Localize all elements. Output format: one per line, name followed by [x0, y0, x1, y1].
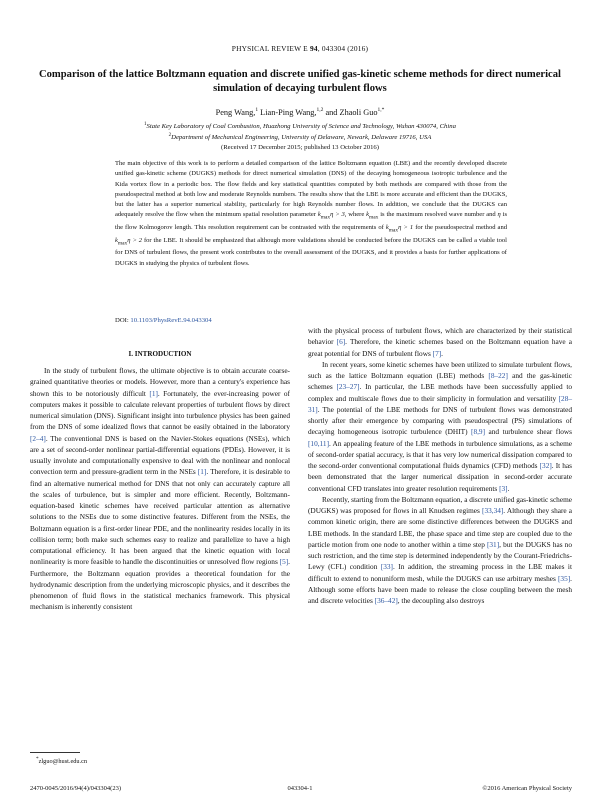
citation-link[interactable]: [36–42]	[374, 596, 398, 605]
copyright: ©2016 American Physical Society	[482, 785, 572, 792]
body-text: Recently, starting from the Boltzmann equation, a discrete unified gas-kinetic scheme (DUGKS) was proposed for flows in all Knudsen regimes	[308, 494, 572, 515]
footnote-email[interactable]: zlguo@hust.edu.cn	[38, 758, 88, 766]
section-heading: I. INTRODUCTION	[128, 350, 192, 358]
paper-title: Comparison of the lattice Boltzmann equation and discrete unified gas-kinetic scheme methods for direct numerical simulation of decaying turbulent flows	[38, 69, 561, 94]
citation-link[interactable]: [8,9]	[471, 427, 486, 437]
abstract-text: is the maximum resolved wave number and	[378, 211, 498, 219]
journal-volume: 94	[309, 44, 318, 53]
body-text: . It has been demonstrated that the larger numerical dissipation in second-order accurate conventional CFD translates into greater resolution requirements	[308, 461, 572, 493]
abstract-text: is the flow Kolmogorov length. This resolution requirement can be contrasted with the requirements of	[115, 211, 507, 232]
body-text: , the decoupling also destroys	[397, 596, 485, 605]
footnote-mark: *	[36, 756, 39, 762]
author-name: and Zhaoli Guo	[325, 107, 378, 117]
author-name: Lian-Ping Wang,	[260, 107, 317, 117]
citation-link[interactable]: [3]	[499, 483, 508, 493]
body-text: .	[441, 348, 443, 358]
affiliation-2	[0, 133, 600, 141]
journal-name: PHYSICAL REVIEW E	[231, 44, 308, 53]
affiliation-text: Department of Mechanical Engineering, University of Delaware, Newark, Delaware 19716, USA	[171, 134, 432, 142]
author-affil-mark: 1	[255, 107, 259, 113]
page-number: 043304-1	[287, 785, 313, 792]
citation-link[interactable]: [6]	[336, 337, 346, 347]
intro-paragraph	[308, 494, 572, 607]
body-text: . The potential of the LBE methods for DNS of turbulent flows was demonstrated shortly after their emergence by comparing with pseudospectral (PS) simulations of decaying homogeneous isotropic turbulence (DHIT)	[308, 404, 572, 437]
affiliation-number: 2	[168, 133, 172, 138]
citation-link[interactable]: [2–4]	[30, 433, 46, 443]
footnote-divider	[30, 752, 80, 753]
body-text: . Furthermore, the Boltzmann equation provides a theoretical foundation for the hydrodynamic description from the underlying microscopic physics, and it describes the phenomenon of fluid flows in the statistical mechanics framework. This physical mechanism is inherently consistent	[30, 557, 290, 612]
citation-link[interactable]: [28–31]	[308, 393, 572, 414]
math-subscript: max	[388, 227, 399, 234]
math-subscript: max	[369, 214, 379, 221]
citation-link[interactable]: [5]	[279, 557, 289, 567]
citation-link[interactable]: [10,11]	[308, 438, 330, 448]
math-k: k	[317, 211, 321, 219]
journal-header: PHYSICAL REVIEW E 94, 043304 (2016)	[231, 44, 369, 53]
body-text: , but the DUGKS has no such restriction, and the time step is determined independently by the Courant-Friedrichs-Lewy (CFL) condition	[308, 539, 572, 572]
body-text: .	[507, 483, 510, 493]
corresponding-author-footnote	[36, 756, 87, 765]
footer-issn: 2470-0045/2016/94(4)/043304(23)	[30, 785, 121, 792]
body-text: . Therefore, the kinetic schemes based on the Boltzmann equation have a great potential for DNS of turbulent flows	[308, 337, 572, 358]
math-eta: η	[497, 211, 501, 219]
abstract-text: for the pseudospectral method and	[413, 224, 507, 232]
body-text: . Therefore, it is desirable to find an alternative numerical method for DNS that not only can accurately capture all the scales of turbulence, but is simpler and more efficient. Recently, Boltzmann-equation-based kinetic schemes have received particular attention as alternative solutions to the NSEs due to some distinctive features. Different from the NSEs, the Boltzmann equation is a first-order linear PDE, and the nonlinearity resides locally in its collision term; both make such schemes easy to realize and parallelize to have a high computational efficiency. It has been argued that the kinetic equation with local nonlinearity is more feasible to handle the discontinuities or unresolved flow regions	[30, 467, 290, 567]
author-affil-mark: 1,2	[316, 107, 324, 113]
body-text: and turbulence shear flows	[485, 427, 572, 437]
body-text: . Although some efforts have been made to release the close coupling between the mesh and discrete velocities	[308, 573, 572, 605]
author-list	[0, 107, 600, 117]
doi-link[interactable]: 10.1103/PhysRevE.94.043304	[130, 317, 212, 324]
abstract	[115, 159, 507, 269]
intro-paragraph	[308, 359, 572, 494]
math-subscript: max	[117, 239, 128, 246]
body-text: with the physical process of turbulent flows, which are characterized by their statistical behavior	[308, 326, 572, 347]
affiliation-1	[0, 122, 600, 130]
affiliation-text: State Key Laboratory of Coal Combustion, Huazhong University of Science and Technology, Wuhan 430074, China	[146, 123, 456, 131]
doi-line	[115, 317, 212, 324]
author-affil-mark: 1,*	[377, 107, 385, 113]
math-expression: η > 3	[330, 211, 345, 219]
citation-link[interactable]: [7]	[432, 348, 442, 358]
intro-left-column	[30, 365, 290, 613]
abstract-text: for the LBE. It should be emphasized that although more validations should be conducted before the DUGKS can be called a viable tool for DNS of turbulent flows, the present work contributes to the overall assessment of the DUGKS, and it provides a basis for further applications of DUGKS in studying the physics of turbulent flows.	[115, 236, 507, 267]
received-dates: (Received 17 December 2015; published 13 October 2016)	[220, 144, 380, 151]
math-subscript: max	[320, 214, 331, 221]
body-text: . The conventional DNS is based on the Navier-Stokes equations (NSEs), which are a set of second-order nonlinear partial-differential equations (PDEs). However, it is usually involute and computationally expensive to deal with the nonlinear and nonlocal convection term and pressure-gradient term in the NSEs	[30, 433, 290, 477]
journal-year: (2016)	[347, 44, 369, 53]
body-text: . Although they share a common kinetic origin, there are some distinctive differences between the DUGKS and LBE methods. In the standard LBE, the phase space and time step are coupled due to the particle motion from one node to another within a time step	[308, 506, 573, 549]
citation-link[interactable]: [1]	[149, 388, 158, 398]
citation-link[interactable]: [31]	[486, 539, 500, 549]
math-expression: η > 2	[127, 236, 143, 244]
citation-link[interactable]: [33,34]	[482, 506, 504, 515]
citation-link[interactable]: [1]	[197, 467, 207, 477]
body-text: . Fortunately, the ever-increasing power of computers makes it possible to calculate relevant properties of turbulent flows by direct numerical simulation (DNS). Significant insight into turbulence physics has been gained from the DNS of some idealized flows that cannot be easily obtained in the laboratory	[30, 388, 290, 432]
abstract-text: , where	[344, 211, 367, 219]
body-text: In the study of turbulent flows, the ultimate objective is to obtain accurate coarse-grained quantitative theories or models. However, more than a century's experience has shown this to be notoriously difficult	[30, 366, 290, 398]
citation-link[interactable]: [8–22]	[488, 371, 508, 380]
body-text: In recent years, some kinetic schemes have been utilized to simulate turbulent flows, such as the lattice Boltzmann equation (LBE) methods	[308, 359, 572, 380]
article-number: 043304	[321, 44, 346, 53]
affiliation-number: 1	[144, 122, 147, 127]
doi-label: DOI:	[115, 317, 129, 324]
body-text: . An appealing feature of the LBE methods in turbulence simulations, as a scheme of second-order spatial accuracy, is that it has very low numerical dissipation compared to the second-order conventional computational fluids dynamics (CFD) methods	[308, 438, 572, 470]
math-k: k	[385, 224, 389, 232]
intro-paragraph-continued	[308, 325, 572, 359]
citation-link[interactable]: [23–27]	[336, 382, 360, 392]
abstract-text: The main objective of this work is to perform a detailed comparison of the lattice Boltzmann equation (LBE) and the recently developed discrete unified gas-kinetic scheme (DUGKS) methods for direct numerical simulation (DNS) of the decaying homogeneous isotropic turbulence and the Kida vortex flow in a periodic box. The flow fields and key statistical quantities computed by both methods are compared with those from the pseudospectral method at both low and moderate Reynolds numbers. The results show that the LBE is more accurate and efficient than the DUGKS, but the latter has a superior numerical stability, particularly for high Reynolds number flows. In addition, we conclude that the DUGKS can adequately resolve the flow when the minimum spatial resolution parameter	[115, 160, 507, 219]
citation-link[interactable]: [35]	[558, 573, 571, 583]
citation-link[interactable]: [32]	[539, 461, 552, 470]
author-name: Peng Wang,	[215, 107, 256, 117]
math-expression: η > 1	[398, 224, 414, 232]
body-text: and the gas-kinetic schemes	[308, 371, 572, 392]
intro-right-column	[308, 325, 572, 606]
body-text: . In particular, the LBE methods have been successfully applied to complex and multiscale flows due to their simplicity in formulation and versatility	[308, 382, 573, 403]
math-k: k	[366, 211, 369, 219]
body-text: . In addition, the streaming process in the LBE makes it difficult to extend to nonuniform mesh, while the DUGKS can use arbitrary meshes	[308, 562, 572, 583]
math-k: k	[115, 236, 118, 244]
citation-link[interactable]: [33]	[380, 562, 393, 572]
